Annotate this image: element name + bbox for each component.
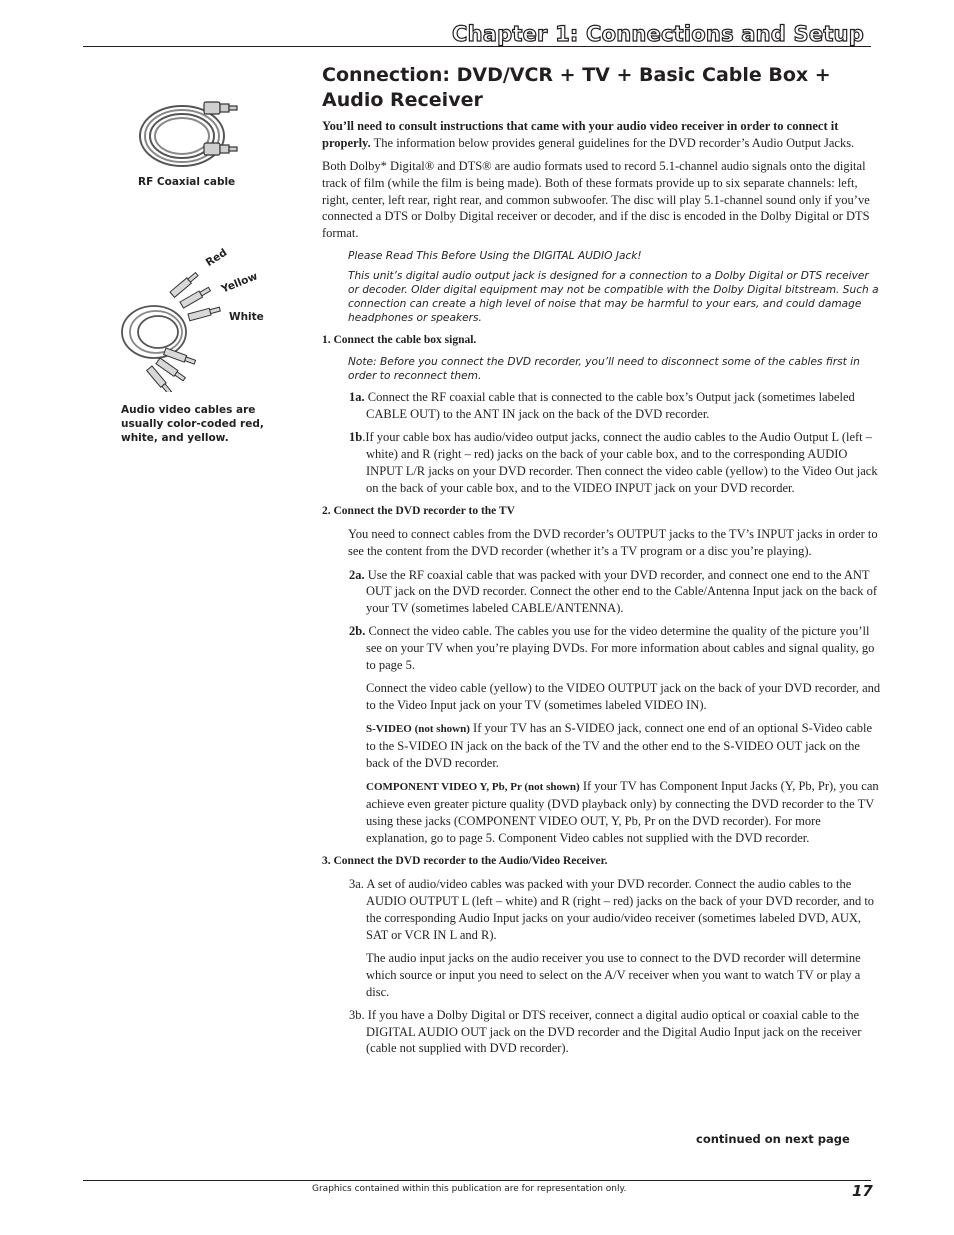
step-3a-extra: The audio input jacks on the audio receiver you use to connect to the DVD recorder will determine which source or input you need to select on the A/V receiver when you want to watch TV or play a disc. <box>366 950 861 999</box>
step-2b-video: Connect the video cable (yellow) to the VIDEO OUTPUT jack on the back of your DVD recorder, and to the Video Input jack on your TV (sometimes labeled VIDEO IN). <box>366 681 881 713</box>
red-cable-label: Red <box>203 246 230 270</box>
note-text: This unit’s digital audio output jack is designed for a connection to a Dolby Digital or DTS receiver or decoder. Older digital equipment may not be compatible with the Dolby Digital bitstream. Such a connection can create a high level of noise that may be harmful to your ears, and could damage headphones or speakers. <box>348 270 879 325</box>
step-1-heading: 1. Connect the cable box signal. <box>322 333 477 346</box>
step-2b-label: 2b. <box>349 624 366 639</box>
step-2b-text: Connect the video cable. The cables you use for the video determine the quality of the picture you’ll see on your TV when you’re playing DVDs. For more information about cables and signal quality, go to page 5. <box>365 624 875 673</box>
intro-bold: You’ll need to consult instructions that came with your audio video receiver in order to connect it properly. <box>322 119 839 150</box>
continued-note: continued on next page <box>696 1132 850 1146</box>
av-cables-caption: Audio video cables are usually color-coded red, white, and yellow. <box>121 404 264 444</box>
component-text: If your TV has Component Input Jacks (Y, Pb, Pr), you can achieve even greater picture quality (DVD playback only) by connecting the DVD recorder to the TV using these jacks (COMPONENT VIDEO OUT, Y, Pb, Pr on the DVD recorder). For more explanation, go to page 5. Component Video cables not supplied with the DVD recorder. <box>366 779 879 845</box>
svideo-paragraph <box>366 720 882 771</box>
note-title: Please Read This Before Using the DIGITAL AUDIO Jack! <box>348 249 642 262</box>
step-2-text: You need to connect cables from the DVD recorder’s OUTPUT jacks to the TV’s INPUT jacks in order to see the content from the DVD recorder (whether it’s a TV program or a disc you’re playing). <box>348 527 878 559</box>
step-3a: 3a. A set of audio/video cables was packed with your DVD recorder. Connect the audio cables to the AUDIO OUTPUT L (left – white) and R (right – red) jacks on the back of your DVD recorder, and to the corresponding Audio Input jacks on your audio/video receiver (sometimes labeled DVD, AUX, SAT or VCR IN L and R). <box>349 877 875 942</box>
page-title: Connection: DVD/VCR + TV + Basic Cable Box + Audio Receiver <box>322 64 831 111</box>
header-rule <box>83 46 871 47</box>
step-2-heading: 2. Connect the DVD recorder to the TV <box>322 505 515 518</box>
body-text <box>322 118 882 1064</box>
component-paragraph <box>366 778 882 846</box>
page-number: 17 <box>852 1182 873 1200</box>
step-3b: 3b. If you have a Dolby Digital or DTS receiver, connect a digital audio optical or coaxial cable to the DIGITAL AUDIO OUT jack on the DVD recorder and the Digital Audio Input jack on the receiver (cable not supplied with DVD recorder). <box>349 1007 862 1056</box>
dolby-paragraph: Both Dolby* Digital® and DTS® are audio formats used to record 5.1-channel audio signals onto the digital track of film (while the film is being made). Both of these formats provide up to six separate channels: left, right, center, left rear, right rear, and common subwoofer. The disc will play 5.1-channel sound only if you’ve connected a DTS or Dolby Digital receiver or decoder, and if the disc is encoded in the Dolby Digital or DTS format. <box>322 159 870 241</box>
svideo-text: If your TV has an S-VIDEO jack, connect one end of an optional S-Video cable to the S-VIDEO IN jack on the back of the TV and the other end to the S-VIDEO OUT jack on the back of the DVD recorder. <box>366 721 873 771</box>
intro-paragraph <box>322 118 882 152</box>
step-1b-text: .If your cable box has audio/video output jacks, connect the audio cables to the Audio Output L (left – white) and R (right – red) jacks on the back of your cable box, and to the corresponding AUDIO INPUT L/R jacks on your DVD recorder. Then connect the video cable (yellow) to the Video Out jack on the back of your cable box, and to the VIDEO INPUT jack on your DVD recorder. <box>362 430 878 495</box>
footer-rule <box>83 1180 871 1181</box>
step-3-heading: 3. Connect the DVD recorder to the Audio/Video Receiver. <box>322 855 608 867</box>
yellow-cable-label: Yellow <box>219 270 260 296</box>
footer-note: Graphics contained within this publication are for representation only. <box>312 1184 627 1194</box>
step-2a <box>322 567 882 617</box>
step-2a-text: Use the RF coaxial cable that was packed with your DVD recorder, and connect one end to the ANT OUT jack on the DVD recorder. Connect the other end to the Cable/Antenna Input jack on the back of your TV (sometimes labeled CABLE/ANTENNA). <box>364 567 878 616</box>
step-1b-label: 1b <box>349 430 363 445</box>
step-2b <box>322 623 882 673</box>
svideo-label: S-VIDEO (not shown) <box>366 723 470 736</box>
intro-rest: The information below provides general guidelines for the DVD recorder’s Audio Output Jacks. <box>370 135 855 150</box>
step-1-note: Note: Before you connect the DVD recorder, you’ll need to disconnect some of the cables first in order to reconnect them. <box>348 355 860 382</box>
white-cable-label: White <box>229 311 264 323</box>
rf-cable-caption: RF Coaxial cable <box>138 176 236 188</box>
chapter-heading: Chapter 1: Connections and Setup <box>452 22 864 46</box>
step-1a-label: 1a. <box>349 390 365 405</box>
step-1a <box>322 389 882 423</box>
step-1a-text: Connect the RF coaxial cable that is connected to the cable box’s Output jack (sometimes labeled CABLE OUT) to the ANT IN jack on the back of the DVD recorder. <box>364 390 855 422</box>
step-1b <box>322 429 882 496</box>
component-label: COMPONENT VIDEO Y, Pb, Pr (not shown) <box>366 781 580 794</box>
rf-coaxial-cable-image <box>134 98 244 173</box>
step-2a-label: 2a. <box>349 567 365 582</box>
av-cables-image <box>118 262 238 392</box>
